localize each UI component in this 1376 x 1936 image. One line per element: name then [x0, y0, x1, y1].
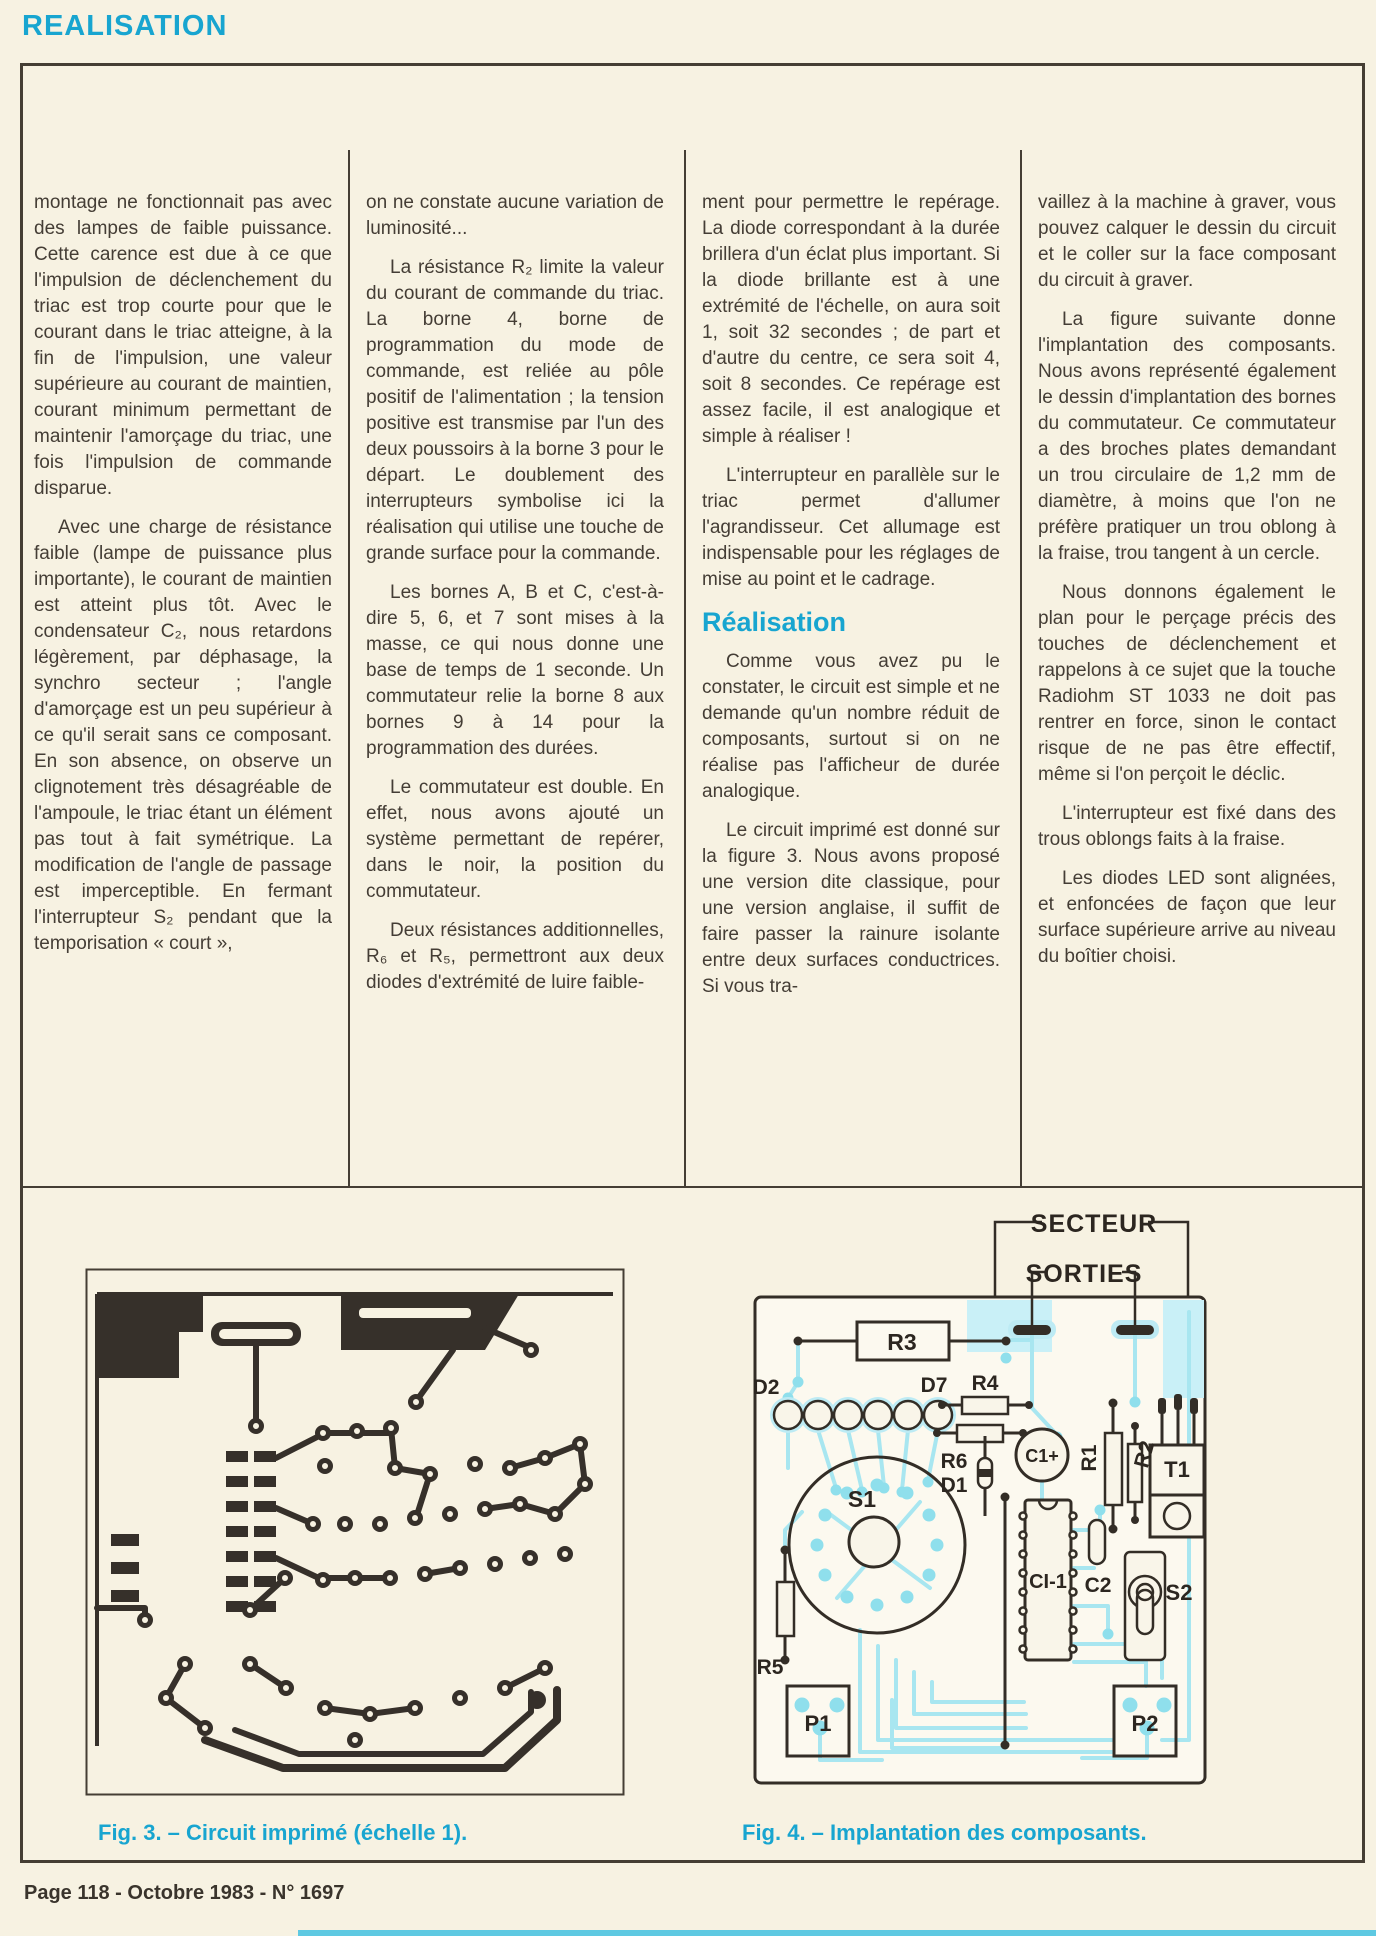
fig4-label-d2: D2 [752, 1376, 780, 1399]
mains-pad [1013, 1325, 1051, 1335]
body-paragraph: Les diodes LED sont alignées, et enfoncées de façon que leur surface supérieure arrive au niveau du boîtier choisi. [1038, 868, 1336, 967]
body-paragraph: L'interrupteur en parallèle sur le triac permet d'allumer l'agrandisseur. Cet allumage est indispensable pour les réglages de mise au point et le cadrage. [702, 465, 1000, 590]
article-column-2 [366, 190, 664, 1009]
fig4-label-r3: R3 [887, 1329, 917, 1355]
body-paragraph: on ne constate aucune variation de luminosité... [366, 192, 664, 239]
article-column-4 [1038, 190, 1336, 983]
fig4-label-r6: R6 [940, 1450, 968, 1473]
fig4-label-p1: P1 [804, 1711, 832, 1736]
fig4-label-c2: C2 [1084, 1574, 1112, 1597]
fig3-pcb-artwork [85, 1268, 625, 1796]
fig4-layout-artwork [742, 1200, 1304, 1785]
fig4-label-s2: S2 [1165, 1580, 1193, 1605]
body-paragraph: ment pour permettre le repérage. La diode correspondant à la durée brillera d'un éclat plus important. Si la diode brillante est à une extrémité de l'échelle, on aura soit 1, soit 32 secondes ; de part et d'autre du centre, ce sera soit 4, soit 8 secondes. Ce repérage est assez facile, il est analogique et simple à réaliser ! [702, 192, 1000, 447]
body-paragraph: Avec une charge de résistance faible (lampe de puissance plus importante), le courant de maintien est atteint plus tôt. Avec le condensateur C₂, nous retardons légèrement, par déphasage, la synchro secteur ; l'angle d'amorçage est un peu supérieur à ce qu'il serait sans ce composant. En son absence, on observe un clignotement très désagréable de l'ampoule, le triac étant un élément pas tout à fait symétrique. La modification de l'angle de passage est imperceptible. En fermant l'interrupteur S₂ pendant que la temporisation « court », [34, 517, 332, 954]
body-paragraph: La résistance R₂ limite la valeur du courant de commande du triac. La borne 4, borne de programmation du mode de commande, est reliée au pôle positif de l'alimentation ; la tension positive est transmise par l'un des deux poussoirs à la borne 3 pour le départ. Le doublement des interrupteurs symbolise ici la réalisation qui utilise une touche de grande surface pour la commande. [366, 257, 664, 564]
figure-area-divider [20, 1186, 1362, 1188]
body-paragraph: L'interrupteur est fixé dans des trous oblongs faits à la fraise. [1038, 803, 1336, 850]
article-column-3 [702, 190, 1000, 1013]
column-divider [348, 150, 350, 1186]
fig3-caption: Fig. 3. – Circuit imprimé (échelle 1). [98, 1820, 468, 1845]
pcb-traces [97, 1294, 613, 1768]
fig4-label-ci1: CI-1 [1029, 1571, 1067, 1593]
body-paragraph: La figure suivante donne l'implantation des composants. Nous avons représenté également le dessin d'implantation des bornes du commutateur. Ce commutateur a des broches plates demandant un trou circulaire de 1,2 mm de diamètre, à moins que l'on ne préfère pratiquer un trou oblong à la fraise, trou tangent à un cercle. [1038, 309, 1336, 564]
section-heading: Réalisation [702, 607, 847, 637]
fig4-label-p2: P2 [1131, 1711, 1159, 1736]
body-paragraph: montage ne fonctionnait pas avec des lampes de faible puissance. Cette carence est due à ce que l'impulsion de déclenchement du triac est trop courte pour que le courant dans le triac atteigne, à la fin de l'impulsion, une valeur supérieure au courant de maintien, courant minimum permettant de maintenir l'amorçage du triac, une fois l'impulsion de commande disparue. [34, 192, 332, 499]
mains-pad [1116, 1325, 1154, 1335]
pcb-pads [137, 1342, 593, 1748]
fig4-label-d1: D1 [940, 1474, 968, 1497]
fig4-label-d7: D7 [920, 1374, 948, 1397]
article-column-1 [34, 190, 332, 970]
fig4-label-t1: T1 [1164, 1457, 1190, 1482]
page-header: REALISATION [22, 10, 228, 42]
fig4-caption: Fig. 4. – Implantation des composants. [742, 1820, 1147, 1845]
scan-edge-bar [298, 1930, 1376, 1936]
fig4-label-sorties: SORTIES [1025, 1260, 1143, 1288]
fig4-label-r5: R5 [756, 1656, 784, 1679]
fig4-label-c1: C1+ [1025, 1446, 1059, 1466]
fig4-label-secteur: SECTEUR [1030, 1210, 1158, 1238]
column-divider [684, 150, 686, 1186]
body-paragraph: Comme vous avez pu le constater, le circuit est simple et ne demande qu'un nombre réduit de composants, surtout si on ne réalise pas l'afficheur de durée analogique. [702, 651, 1000, 802]
fig4-label-r2: R2 [1130, 1438, 1160, 1471]
fig4-label-r4: R4 [971, 1372, 999, 1395]
body-paragraph: Le circuit imprimé est donné sur la figure 3. Nous avons proposé une version dite classique, pour une version anglaise, il suffit de faire passer la rainure isolante entre deux surfaces conductrices. Si vous tra- [702, 820, 1000, 997]
body-paragraph: Deux résistances additionnelles, R₆ et R₅, permettront aux deux diodes d'extrémité de luire faible- [366, 920, 664, 993]
body-paragraph: vaillez à la machine à graver, vous pouvez calquer le dessin du circuit et le coller sur la face composant du circuit à graver. [1038, 192, 1336, 291]
body-paragraph: Nous donnons également le plan pour le perçage précis des touches de déclenchement et rappelons à ce sujet que la touche Radiohm ST 1033 ne doit pas rentrer en force, sinon le contact risque de ne pas être effectif, même si l'on perçoit le déclic. [1038, 582, 1336, 785]
fig4-label-s1: S1 [847, 1486, 877, 1512]
page-footer: Page 118 - Octobre 1983 - N° 1697 [24, 1882, 345, 1904]
body-paragraph: Les bornes A, B et C, c'est-à-dire 5, 6, et 7 sont mises à la masse, ce qui nous donne une base de temps de 1 seconde. Un commutateur relie la borne 8 aux bornes 9 à 14 pour la programmation des durées. [366, 582, 664, 759]
fig4-label-r1: R1 [1078, 1444, 1101, 1472]
column-divider [1020, 150, 1022, 1186]
body-paragraph: Le commutateur est double. En effet, nous avons ajouté un système permettant de repérer, dans le noir, la position du commutateur. [366, 777, 664, 902]
